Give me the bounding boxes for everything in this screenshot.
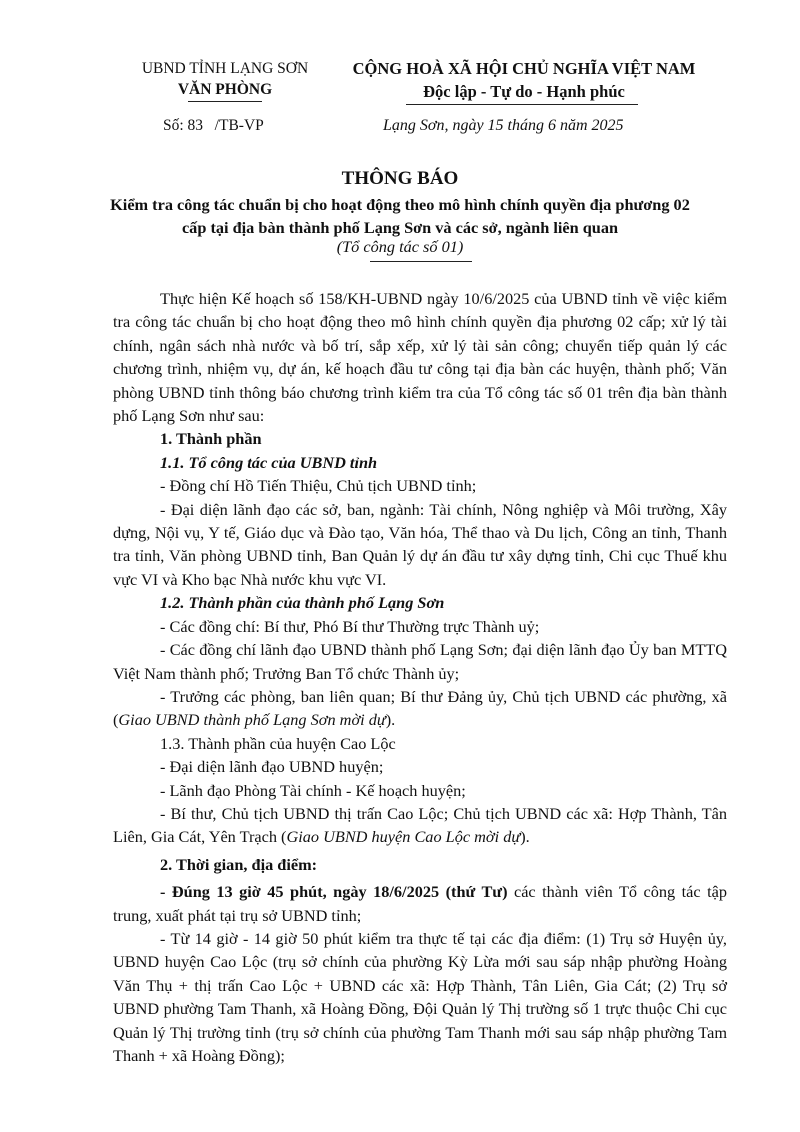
schedule-highlight: - Đúng 13 giờ 45 phút, ngày 18/6/2025 (thứ Tư) [160, 882, 508, 902]
document-subtitle: Kiểm tra công tác chuẩn bị cho hoạt động theo mô hình chính quyền địa phương 02 cấp tại địa bàn thành phố Lạng Sơn và các sở, ngành liên quan [110, 195, 690, 237]
section-1-1-heading: 1.1. Tổ công tác của UBND tỉnh [160, 452, 378, 472]
section-2-item: - Từ 14 giờ - 14 giờ 50 phút kiểm tra thực tế tại các địa điểm: (1) Trụ sở Huyện ủy, UBND huyện Cao Lộc (trụ sở chính của phường Kỳ Lừa mới sau sáp nhập phường Hoàng Văn Thụ + thị trấn Cao Lộc + UBND các xã: Hợp Thành, Tân Liên, Gia Cát; (2) Trụ sở UBND phường Tam Thanh, xã Hoàng Đồng, Đội Quản lý Thị trường số 1 trực thuộc Chi cục Quản lý Thị trường tỉnh (trụ sở chính của phường Tam Thanh mới sau sáp nhập phường Tam Thanh + xã Hoàng Đồng); [113, 928, 727, 1065]
section-2-item [113, 880, 727, 927]
item-text: - Trưởng các phòng, ban liên quan; Bí thư Đảng ủy, Chủ tịch UBND các phường, xã ( [113, 686, 727, 730]
document-number: Số: 83 /TB-VP [163, 117, 264, 134]
section-1-3-item: - Đại diện lãnh đạo UBND huyện; [160, 757, 384, 777]
nation-name: CỘNG HOÀ XÃ HỘI CHỦ NGHĨA VIỆT NAM [352, 59, 696, 78]
department-name: VĂN PHÒNG [177, 81, 273, 98]
section-1-3-item [113, 802, 727, 849]
section-1-1-item: - Đồng chí Hồ Tiến Thiệu, Chủ tịch UBND tỉnh; [160, 476, 477, 496]
department-underline [188, 101, 262, 102]
section-2-heading: 2. Thời gian, địa điểm: [160, 854, 318, 874]
item-text: - Bí thư, Chủ tịch UBND thị trấn Cao Lộc; Chủ tịch UBND các xã: Hợp Thành, Tân Liên, Gia Cát, Yên Trạch ( [113, 803, 727, 847]
authority-name: UBND TỈNH LẠNG SƠN [141, 60, 309, 77]
item-text-end: ). [520, 827, 530, 847]
section-1-1-item: - Đại diện lãnh đạo các sở, ban, ngành: Tài chính, Nông nghiệp và Môi trường, Xây dựng, Nội vụ, Y tế, Giáo dục và Đào tạo, Văn hóa, Thể thao và Du lịch, Công an tỉnh, Thanh tra tỉnh, Văn phòng UBND tỉnh, Ban Quản lý dự án đầu tư xây dựng tỉnh, Chi cục Thuế khu vực VI và Kho bạc Nhà nước khu vực VI. [113, 499, 727, 589]
document-body [113, 287, 727, 1067]
national-motto: Độc lập - Tự do - Hạnh phúc [423, 82, 625, 101]
item-text-end: ). [385, 710, 396, 730]
section-1-2-item: - Các đồng chí lãnh đạo UBND thành phố Lạng Sơn; đại diện lãnh đạo Ủy ban MTTQ Việt Nam thành phố; Trưởng Ban Tổ chức Thành ủy; [113, 640, 727, 683]
item-text: các thành viên Tổ công tác tập trung, xuất phát tại trụ sở UBND tỉnh; [113, 882, 727, 925]
document-date: Lạng Sơn, ngày 15 tháng 6 năm 2025 [383, 117, 624, 134]
item-note: Giao UBND thành phố Lạng Sơn mời dự [118, 710, 386, 730]
document-title: THÔNG BÁO [341, 168, 459, 189]
section-1-heading: 1. Thành phần [160, 429, 262, 449]
section-1-2-heading: 1.2. Thành phần của thành phố Lạng Sơn [160, 593, 445, 613]
issuing-authority-block [120, 58, 330, 100]
national-title-block [332, 57, 716, 103]
motto-underline [406, 104, 638, 105]
section-1-2-item [113, 685, 727, 732]
item-note: Giao UBND huyện Cao Lộc mời dự [286, 827, 521, 847]
section-1-2-item: - Các đồng chí: Bí thư, Phó Bí thư Thường trực Thành uỷ; [160, 616, 540, 636]
team-label: (Tổ công tác số 01) [336, 237, 464, 256]
section-1-3-item: - Lãnh đạo Phòng Tài chính - Kế hoạch huyện; [160, 780, 466, 800]
intro-paragraph: Thực hiện Kế hoạch số 158/KH-UBND ngày 10/6/2025 của UBND tỉnh về việc kiểm tra công tác chuẩn bị cho hoạt động theo mô hình chính quyền địa phương 02 cấp; xử lý tài chính, ngân sách nhà nước và bố trí, sắp xếp, xử lý tài sản công; chuyển tiếp quản lý các chương trình, nhiệm vụ, dự án, kế hoạch đầu tư công tại địa bàn các huyện, thành phố; Văn phòng UBND tỉnh thông báo chương trình kiểm tra của Tổ công tác số 01 trên địa bàn thành phố Lạng Sơn như sau: [113, 289, 727, 426]
section-1-3-heading: 1.3. Thành phần của huyện Cao Lộc [160, 733, 396, 753]
title-underline [370, 261, 472, 262]
